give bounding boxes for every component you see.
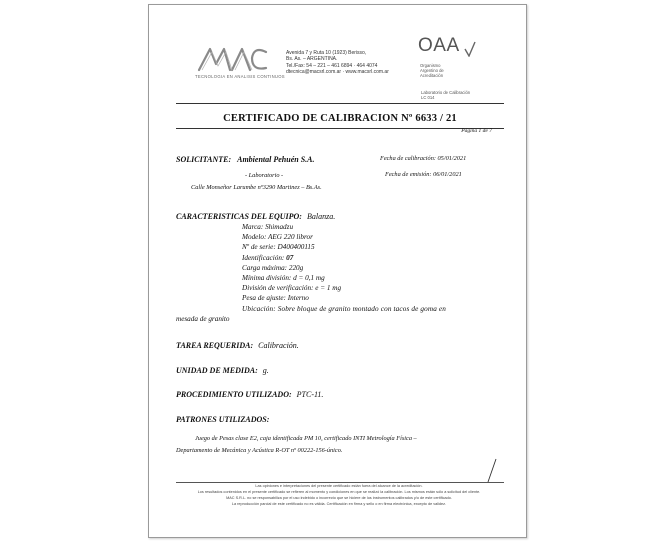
footer-line: Los resultados contenidos en el presente certificado se refieren al momento y condiciones en que se realizó la calibración. Los mismos están sólo a solicitud del cliente. — [197, 490, 481, 494]
equipo-line: División de verificación: e = 1 mg — [242, 284, 342, 293]
identificacion-label: Identificación: — [242, 253, 285, 262]
unidad-value: g. — [262, 366, 269, 375]
tarea-value: Calibración. — [258, 341, 299, 350]
oaa-subtitle — [420, 63, 444, 78]
ubicacion-continuation: mesada de granito — [176, 315, 230, 323]
equipo-line: Ubicación: Sobre bloque de granito montado con tacos de goma en — [242, 304, 447, 313]
procedimiento-label: PROCEDIMIENTO UTILIZADO: — [176, 390, 292, 399]
solicitante-address: Calle Monseñor Larumbe nº3290 Martinez – Bs.As. — [191, 184, 322, 191]
header-rule-top — [176, 103, 504, 104]
unidad-block — [176, 366, 269, 375]
procedimiento-value: PTC-11. — [296, 390, 324, 399]
page-indicator: Página 1 de 7 — [461, 128, 492, 134]
mac-logo — [196, 44, 268, 74]
patrones-line-1: Juego de Pesas clase E2, caja identificada PM 10, certificado INTI Metrología Física – — [195, 435, 417, 442]
patrones-label-text: PATRONES UTILIZADOS: — [176, 415, 270, 424]
equipo-line: Carga máxima: 220g — [242, 263, 304, 272]
oaa-subtitle-line: Acreditación — [420, 73, 444, 78]
equipo-line: Marca: Shimadzu — [242, 223, 294, 231]
certificate-title: CERTIFICADO DE CALIBRACION Nº 6633 / 21 — [223, 113, 457, 124]
patrones-label — [176, 415, 269, 424]
solicitante-area: - Laboratorio - — [245, 172, 284, 179]
identificacion-value: 07 — [286, 253, 294, 262]
tarea-block — [176, 341, 299, 350]
equipo-line: Pesa de ajuste: Interno — [242, 294, 309, 303]
oaa-logo — [418, 35, 476, 57]
solicitante-block — [176, 155, 314, 164]
equipo-details — [242, 222, 446, 314]
equipo-line: Nº de serie: D400400115 — [242, 243, 315, 252]
equipo-identificacion — [242, 253, 446, 263]
patrones-line-2: Departamento de Mecánica y Acústica R-OT nº 00222-156-único. — [176, 447, 343, 454]
oaa-subtitle-line: Argentino de — [420, 68, 444, 73]
address-line: dtecnica@macsrl.com.ar · www.macsrl.com.ar — [286, 69, 389, 76]
footer-line: Las opiniones e interpretaciones del presente certificado están fuera del alcance de la acreditación. — [255, 484, 423, 488]
oaa-logo-text: OAA — [418, 35, 459, 56]
equipo-block — [176, 212, 335, 221]
address-line: Avenida 7 y Ruta 10 (1923) Berisso, — [286, 50, 367, 56]
footer-line: MAC S.R.L. no se responsabiliza por el uso indebido o incorrecto que se hiciere de los instrumentos calibrados y/o de este certificado. — [226, 496, 452, 500]
address-line: Tel./Fax: 54 – 221 – 461 6894 · 464 4074 — [286, 62, 378, 69]
footer-rule — [176, 482, 504, 483]
oaa-lab-line: Laboratorio de Calibración — [421, 90, 471, 95]
company-address — [286, 50, 389, 76]
fecha-emision: Fecha de emisión: 06/01/2021 — [385, 171, 462, 178]
oaa-lab-line: LC 014 — [421, 95, 435, 100]
tarea-label: TAREA REQUERIDA: — [176, 341, 254, 350]
solicitante-label: SOLICITANTE: — [176, 155, 232, 164]
oaa-check-icon — [464, 41, 476, 57]
equipo-line: Modelo: AEG 220 libror — [242, 233, 313, 242]
equipo-line: Mínima división: d = 0,1 mg — [242, 274, 325, 283]
mac-logo-subtitle: TECNOLOGIA EN ANALISIS CONTINUOS — [195, 74, 285, 79]
equipo-value: Balanza. — [306, 212, 336, 221]
address-line: Bs. As. – ARGENTINA. — [286, 56, 338, 63]
equipo-label: CARACTERISTICAS DEL EQUIPO: — [176, 212, 302, 221]
solicitante-name: Ambiental Pehuén S.A. — [237, 155, 315, 164]
oaa-lab — [421, 90, 470, 100]
oaa-subtitle-line: Organismo — [420, 63, 441, 68]
footer-line: La reproducción parcial de este certificado no es válida. Certificación en firma y sello o en firma electrónica, excepto de validez. — [231, 502, 447, 506]
procedimiento-block — [176, 390, 323, 399]
signature-mark — [484, 458, 498, 484]
fecha-calibracion: Fecha de calibración: 05/01/2021 — [380, 155, 467, 162]
unidad-label: UNIDAD DE MEDIDA: — [176, 366, 258, 375]
